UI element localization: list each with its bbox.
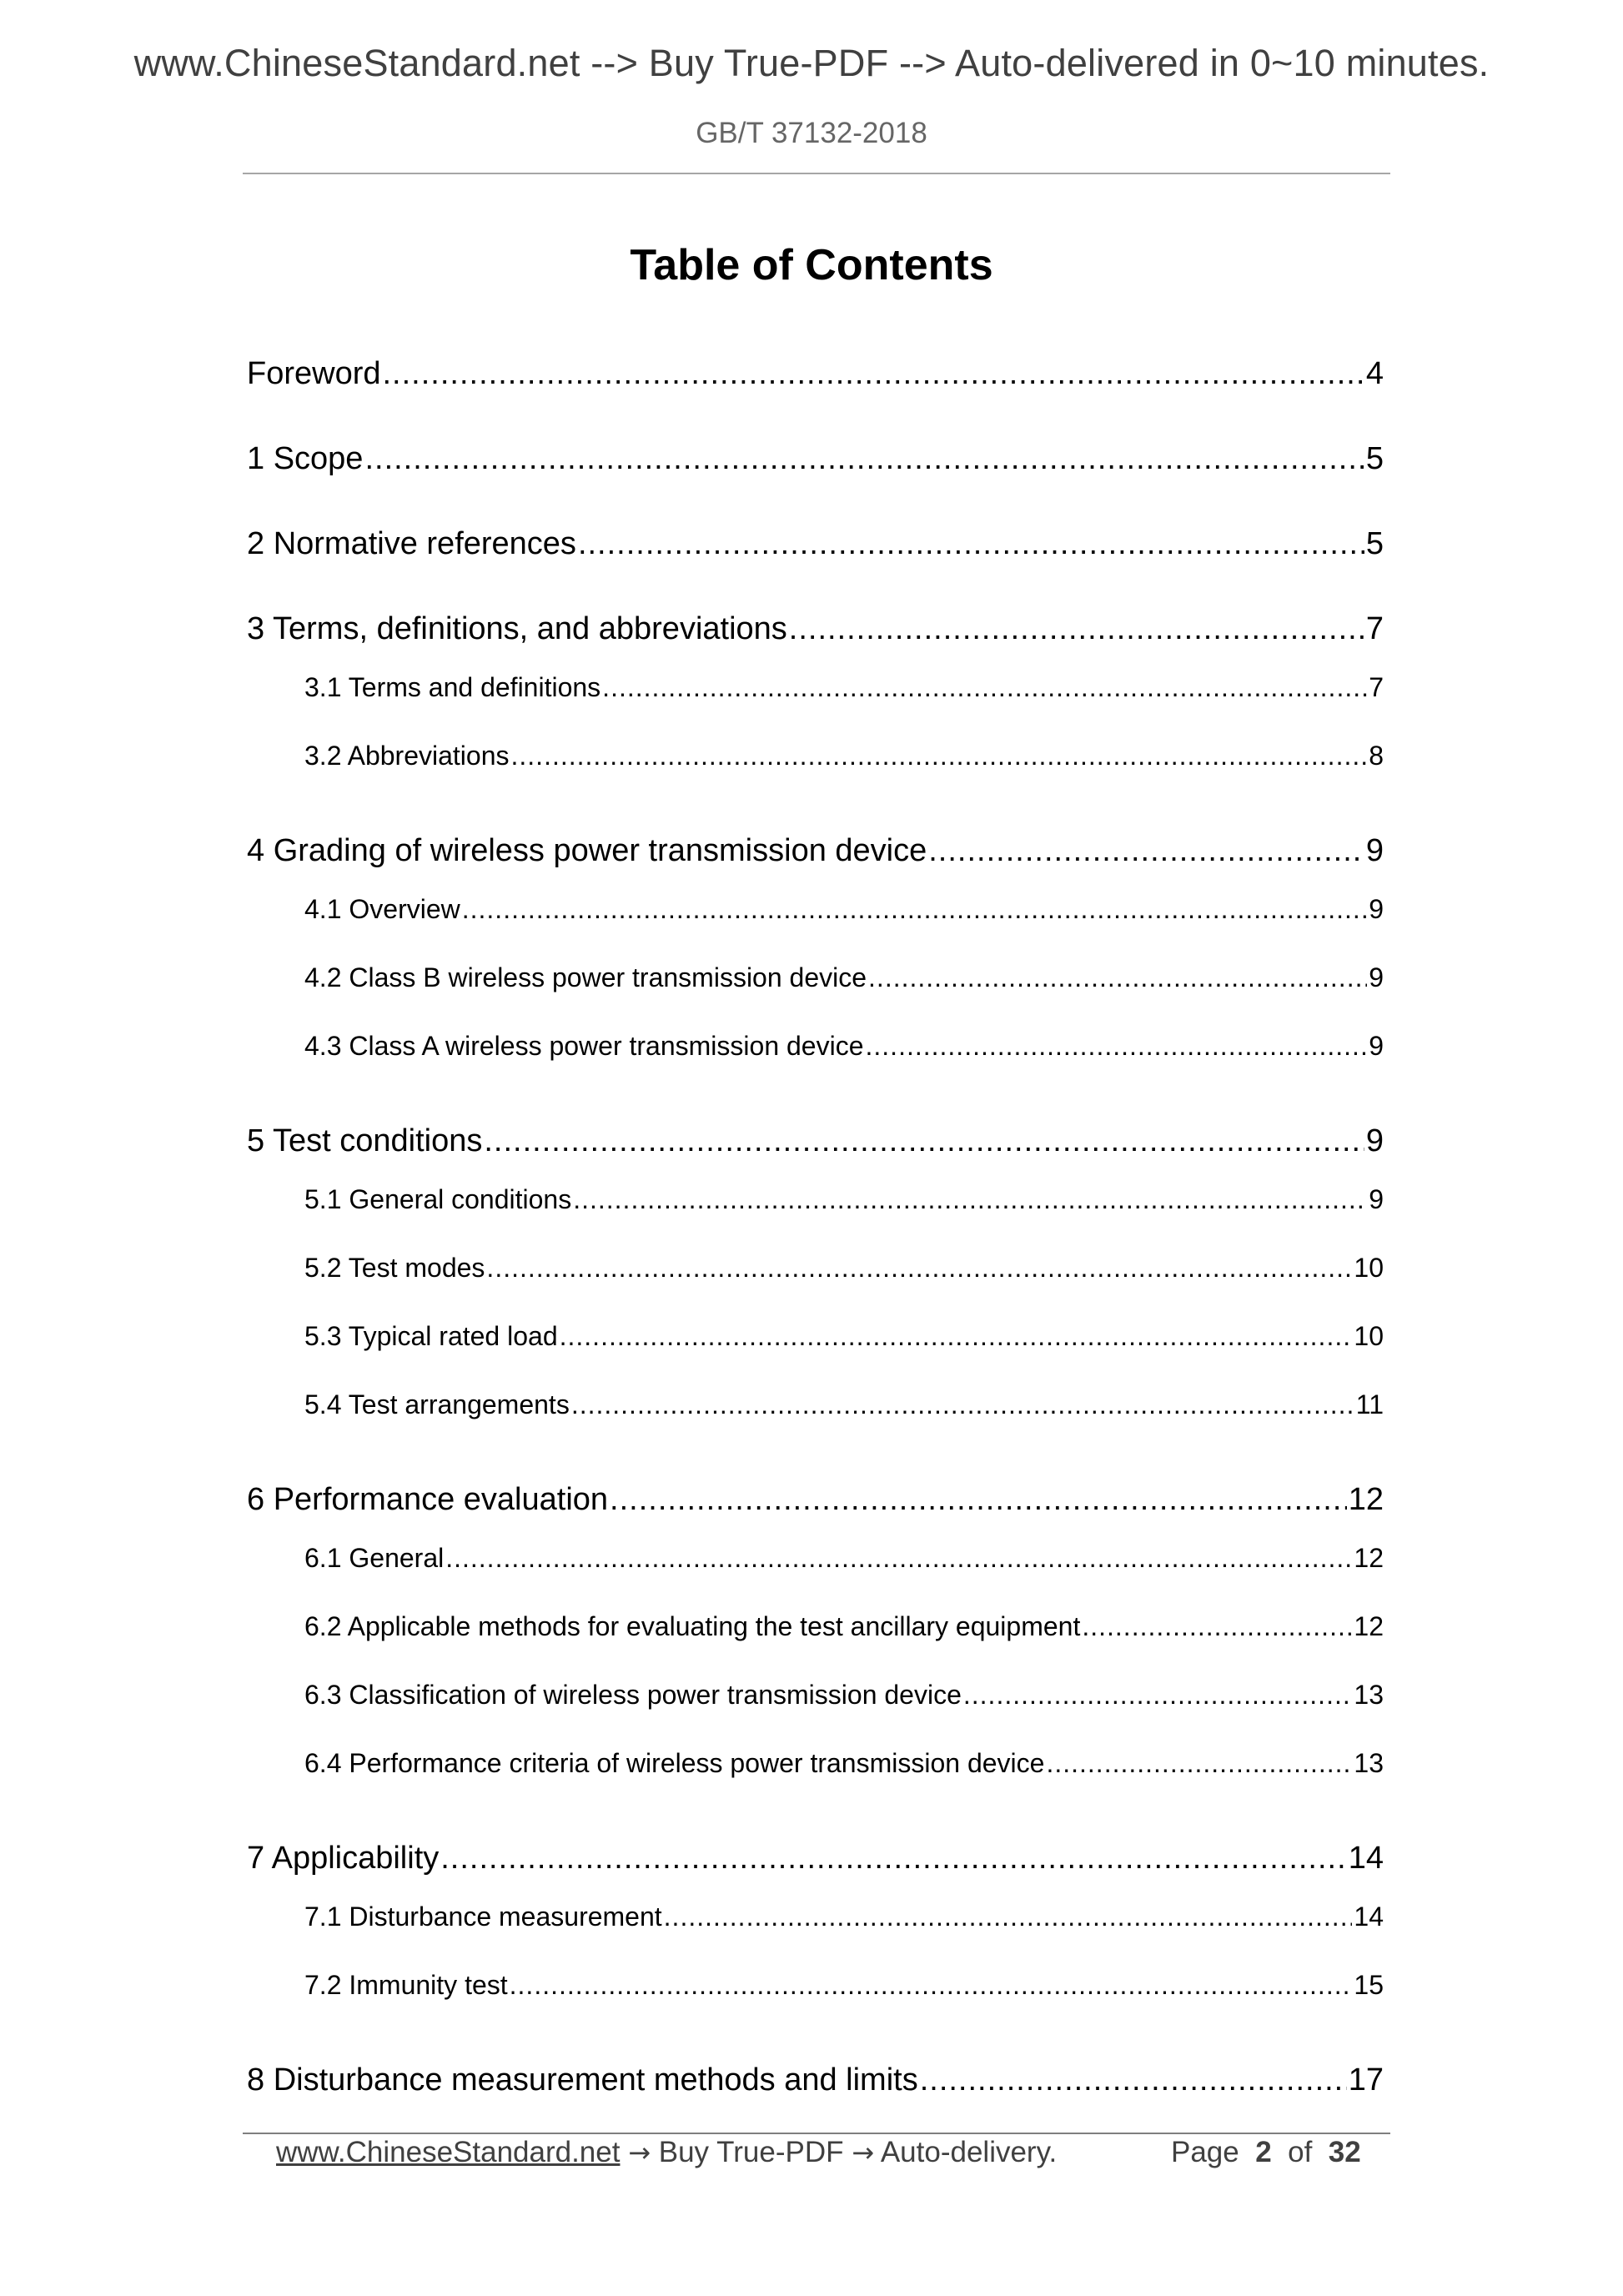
toc-entry-page: 17 <box>1348 2062 1384 2098</box>
toc-subentry-page: 8 <box>1369 741 1384 771</box>
toc-subentry-page: 7 <box>1369 672 1384 702</box>
toc-subentry[interactable] <box>247 961 1384 1029</box>
toc-subentry-label: 4.2 Class B wireless power transmission device <box>304 962 867 992</box>
toc-subentry[interactable] <box>247 1183 1384 1251</box>
dot-leader <box>484 1116 1364 1166</box>
dot-leader <box>573 1183 1367 1216</box>
toc-subentry-label: 3.2 Abbreviations <box>304 741 510 771</box>
dot-leader <box>571 1388 1354 1421</box>
toc-subentry[interactable] <box>247 1678 1384 1746</box>
dot-leader <box>383 349 1364 399</box>
toc-entry[interactable] <box>247 434 1384 519</box>
toc-entry-label: 4 Grading of wireless power transmission device <box>247 833 927 868</box>
dot-leader <box>963 1678 1353 1711</box>
toc-entry[interactable] <box>247 1833 1384 1900</box>
toc-subentry[interactable] <box>247 1388 1384 1475</box>
toc-entry-label: 3 Terms, definitions, and abbreviations <box>247 611 787 646</box>
toc-subentry[interactable] <box>247 1251 1384 1319</box>
toc-entry-label: 5 Test conditions <box>247 1123 483 1158</box>
footer-text-buy: Buy True-PDF <box>658 2136 844 2168</box>
toc-entry-label: Foreword <box>247 356 381 391</box>
toc-entry[interactable] <box>247 1475 1384 1541</box>
toc-subentry-page: 9 <box>1369 894 1384 924</box>
toc-subentry-label: 6.2 Applicable methods for evaluating the test ancillary equipment <box>304 1611 1081 1641</box>
header-divider <box>243 173 1390 174</box>
toc-subentry-label: 5.3 Typical rated load <box>304 1321 558 1351</box>
toc-subentry-page: 12 <box>1354 1543 1384 1573</box>
toc-entry-page: 14 <box>1348 1841 1384 1876</box>
arrow-right-icon: → <box>852 2137 875 2168</box>
toc-entry-label: 7 Applicability <box>247 1841 440 1876</box>
top-banner: www.ChineseStandard.net --> Buy True-PDF --> Auto-delivered in 0~10 minutes. <box>133 42 1490 84</box>
toc-subentry-label: 4.3 Class A wireless power transmission device <box>304 1031 864 1061</box>
dot-leader <box>920 2055 1347 2105</box>
dot-leader <box>560 1319 1353 1353</box>
of-word: of <box>1288 2136 1313 2168</box>
dot-leader <box>1082 1610 1352 1643</box>
dot-leader <box>486 1251 1352 1284</box>
toc-subentry-label: 7.1 Disturbance measurement <box>304 1902 662 1932</box>
dot-leader <box>664 1900 1353 1933</box>
toc-subentry-page: 11 <box>1355 1389 1384 1419</box>
toc-entry-page: 5 <box>1365 441 1384 476</box>
page-footer <box>276 2132 1360 2173</box>
dot-leader <box>364 434 1364 484</box>
dot-leader <box>462 892 1367 926</box>
toc-entry-page: 5 <box>1365 526 1384 561</box>
toc-subentry-page: 15 <box>1354 1970 1384 2000</box>
toc-subentry[interactable] <box>247 1746 1384 1833</box>
toc-entry-page: 4 <box>1365 356 1384 391</box>
toc-entry-label: 6 Performance evaluation <box>247 1482 609 1517</box>
toc-entry[interactable] <box>247 826 1384 892</box>
toc-entry-label: 2 Normative references <box>247 526 576 561</box>
toc-entry[interactable] <box>247 519 1384 604</box>
toc-entry[interactable] <box>247 349 1384 434</box>
dot-leader <box>510 1968 1353 2002</box>
document-code: GB/T 37132-2018 <box>696 117 927 149</box>
toc-subentry[interactable] <box>247 892 1384 961</box>
toc-subentry[interactable] <box>247 671 1384 739</box>
toc-subentry[interactable] <box>247 1319 1384 1388</box>
toc-subentry-page: 13 <box>1354 1748 1384 1778</box>
total-pages-number: 32 <box>1328 2136 1361 2168</box>
dot-leader <box>445 1541 1352 1575</box>
toc-subentry-page: 10 <box>1354 1321 1384 1351</box>
toc-subentry-label: 7.2 Immunity test <box>304 1970 508 2000</box>
toc-entry[interactable] <box>247 604 1384 671</box>
toc-entry-page: 12 <box>1348 1482 1384 1517</box>
dot-leader <box>928 826 1364 876</box>
toc-entry-page: 7 <box>1365 611 1384 646</box>
toc-subentry-page: 9 <box>1369 962 1384 992</box>
toc-entry-label: 8 Disturbance measurement methods and limits <box>247 2062 918 2098</box>
toc-subentry-label: 4.1 Overview <box>304 894 460 924</box>
toc-entry-page: 9 <box>1365 833 1384 868</box>
dot-leader <box>610 1475 1347 1525</box>
toc-subentry[interactable] <box>247 1968 1384 2055</box>
toc-subentry-page: 12 <box>1354 1611 1384 1641</box>
dot-leader <box>866 1029 1368 1063</box>
footer-text-delivery: Auto-delivery. <box>880 2136 1058 2168</box>
toc-subentry-page: 10 <box>1354 1253 1384 1283</box>
dot-leader <box>602 671 1367 704</box>
toc-entry-page: 9 <box>1365 1123 1384 1158</box>
page-word: Page <box>1171 2136 1239 2168</box>
page-indicator <box>1171 2132 1361 2173</box>
toc-subentry-label: 3.1 Terms and definitions <box>304 672 601 702</box>
toc-entry-label: 1 Scope <box>247 441 364 476</box>
toc-subentry-label: 6.1 General <box>304 1543 445 1573</box>
footer-link[interactable]: www.ChineseStandard.net <box>276 2136 621 2168</box>
toc-subentry[interactable] <box>247 1900 1384 1968</box>
dot-leader <box>511 739 1368 772</box>
dot-leader <box>868 961 1367 994</box>
current-page-number: 2 <box>1255 2136 1272 2168</box>
toc-subentry-label: 6.4 Performance criteria of wireless power transmission device <box>304 1748 1045 1778</box>
toc-subentry-label: 5.2 Test modes <box>304 1253 485 1283</box>
toc-subentry-label: 5.1 General conditions <box>304 1184 572 1214</box>
toc-subentry[interactable] <box>247 1610 1384 1678</box>
toc-subentry[interactable] <box>247 739 1384 826</box>
arrow-right-icon: → <box>628 2137 651 2168</box>
toc-subentry[interactable] <box>247 1541 1384 1610</box>
dot-leader <box>789 604 1364 654</box>
toc-subentry-page: 9 <box>1369 1031 1384 1061</box>
toc-subentry-page: 9 <box>1369 1184 1384 1214</box>
toc-entry[interactable] <box>247 1116 1384 1183</box>
toc-entry[interactable] <box>247 2055 1384 2140</box>
dot-leader <box>440 1833 1346 1883</box>
dot-leader <box>578 519 1364 569</box>
dot-leader <box>1046 1746 1352 1780</box>
table-of-contents <box>247 349 1384 2140</box>
toc-subentry-page: 13 <box>1354 1680 1384 1710</box>
page-title: Table of Contents <box>630 241 993 289</box>
toc-subentry-label: 5.4 Test arrangements <box>304 1389 570 1419</box>
toc-subentry[interactable] <box>247 1029 1384 1116</box>
toc-subentry-label: 6.3 Classification of wireless power transmission device <box>304 1680 962 1710</box>
toc-subentry-page: 14 <box>1354 1902 1384 1932</box>
